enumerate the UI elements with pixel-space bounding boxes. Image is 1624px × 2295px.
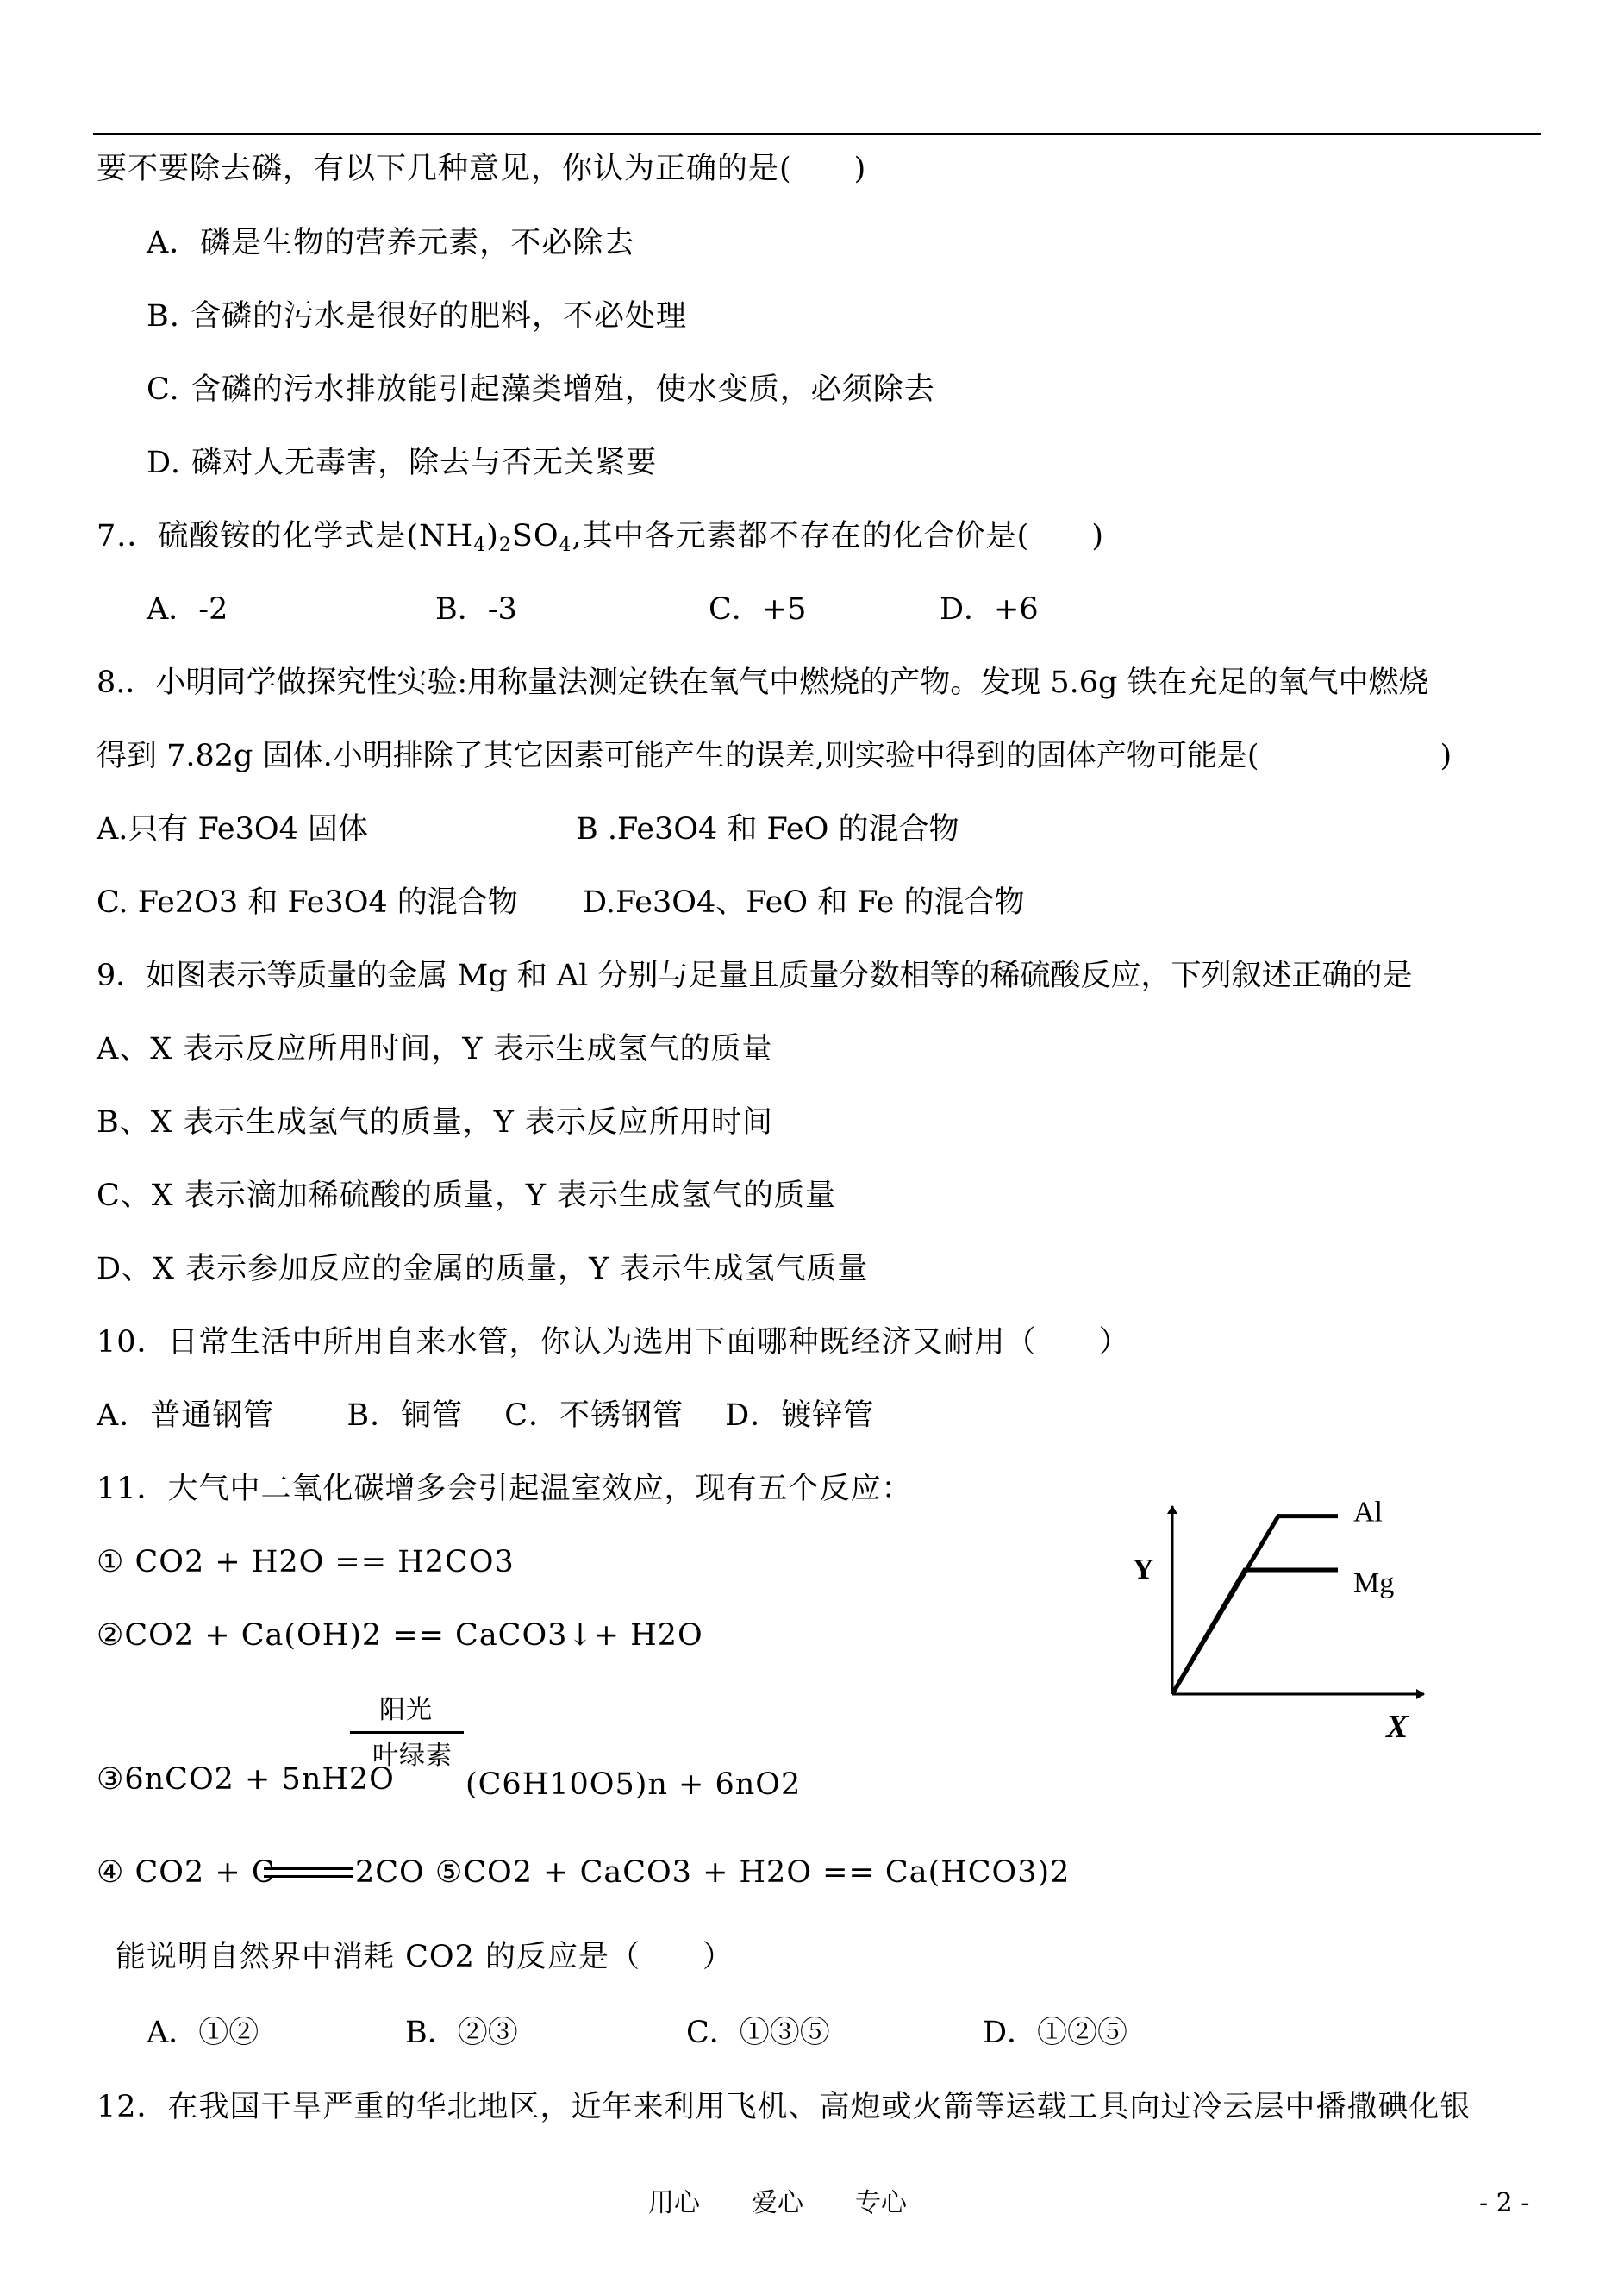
q11-reaction-1: ① CO2 + H2O == H2CO3 — [97, 1545, 515, 1579]
q9-option-b: B、X 表示生成氢气的质量，Y 表示反应所用时间 — [97, 1105, 773, 1140]
q7-option-b: B．-3 — [435, 592, 517, 627]
q11-option-b: B．②③ — [405, 2016, 518, 2050]
page-number: - 2 - — [1479, 2188, 1530, 2218]
q7-stem: 7.．硫酸铵的化学式是$(NH_4)_2SO_4$,其中各元素都不存在的化合价是( ) — [97, 519, 1104, 556]
q12-stem: 12．在我国干旱严重的华北地区，近年来利用飞机、高炮或火箭等运载工具向过冷云层中播撒碘化银 — [97, 2090, 1471, 2124]
q8-stem-line2: 得到 7.82g 固体.小明排除了其它因素可能产生的误差,则实验中得到的固体产物可能是( ) — [97, 739, 1452, 773]
q9-stem: 9．如图表示等质量的金属 Mg 和 Al 分别与足量且质量分数相等的稀硫酸反应，下列叙述正确的是 — [97, 959, 1413, 993]
header-rule — [93, 133, 1541, 135]
q11-reaction-3-condition-top: 阳光 — [379, 1695, 433, 1725]
q8-option-b: B .Fe3O4 和 FeO 的混合物 — [576, 812, 959, 847]
q11-reaction-4-double-line — [264, 1867, 353, 1878]
x-axis-label: X — [1386, 1709, 1409, 1745]
q8-option-c: C. Fe2O3 和 Fe3O4 的混合物 — [97, 885, 518, 920]
q10-stem: 10．日常生活中所用自来水管，你认为选用下面哪种既经济又耐用（ ） — [97, 1325, 1130, 1360]
q7-option-c: C．+5 — [709, 592, 807, 627]
q9-option-d: D、X 表示参加反应的金属的质量，Y 表示生成氢气质量 — [97, 1252, 869, 1286]
q9-option-a: A、X 表示反应所用时间，Y 表示生成氢气的质量 — [97, 1032, 773, 1066]
series-line-al — [1172, 1516, 1338, 1694]
q11-reaction-3-arrow — [350, 1731, 464, 1734]
footer-slogan: 用心 爱心 专心 — [648, 2188, 907, 2218]
q11-option-c: C．①③⑤ — [686, 2016, 830, 2050]
mg-al-hydrogen-chart — [1103, 1487, 1474, 1763]
q8-stem-line1: 8.．小明同学做探究性实验:用称量法测定铁在氧气中燃烧的产物。发现 5.6g 铁在充足的氧气中燃烧 — [97, 666, 1429, 700]
y-axis-label: Y — [1133, 1554, 1154, 1585]
q11-option-d: D．①②⑤ — [983, 2016, 1128, 2050]
q10-options: A．普通钢管 B．铜管 C．不锈钢管 D．镀锌管 — [97, 1398, 875, 1433]
q6-option-a: A．磷是生物的营养元素，不必除去 — [147, 226, 635, 260]
q6-option-c: C. 含磷的污水排放能引起藻类增殖，使水变质，必须除去 — [147, 372, 935, 407]
q6-stem: 要不要除去磷，有以下几种意见，你认为正确的是( ) — [97, 152, 867, 186]
q11-reaction-2: ②CO2 + Ca(OH)2 == CaCO3↓+ H2O — [97, 1618, 703, 1653]
series-line-mg — [1172, 1570, 1338, 1694]
series-label-al: Al — [1353, 1496, 1383, 1529]
q8-option-a: A.只有 Fe3O4 固体 — [97, 812, 368, 847]
q11-reaction-3-left: ③6nCO2 + 5nH2O — [97, 1762, 395, 1797]
q11-reaction-4-5-right: 2CO ⑤CO2 + CaCO3 + H2O == Ca(HCO3)2 — [355, 1855, 1071, 1890]
q11-reaction-4-left: ④ CO2 + C — [97, 1855, 276, 1890]
q9-option-c: C、X 表示滴加稀硫酸的质量，Y 表示生成氢气的质量 — [97, 1179, 837, 1213]
q11-reaction-3-right: (C6H10O5)n + 6nO2 — [465, 1767, 802, 1802]
q7-option-d: D．+6 — [940, 592, 1039, 627]
q6-option-b: B. 含磷的污水是很好的肥料，不必处理 — [147, 299, 687, 334]
q11-ask: 能说明自然界中消耗 CO2 的反应是（ ） — [116, 1940, 734, 1974]
series-label-mg: Mg — [1353, 1567, 1395, 1599]
q11-stem: 11．大气中二氧化碳增多会引起温室效应，现有五个反应： — [97, 1472, 913, 1506]
q11-reaction-3-condition-bottom: 叶绿素 — [372, 1741, 453, 1771]
q7-option-a: A．-2 — [147, 592, 228, 627]
q6-option-d: D. 磷对人无毒害，除去与否无关紧要 — [147, 446, 658, 480]
q11-option-a: A．①② — [147, 2016, 259, 2050]
q8-option-d: D.Fe3O4、FeO 和 Fe 的混合物 — [583, 885, 1025, 920]
